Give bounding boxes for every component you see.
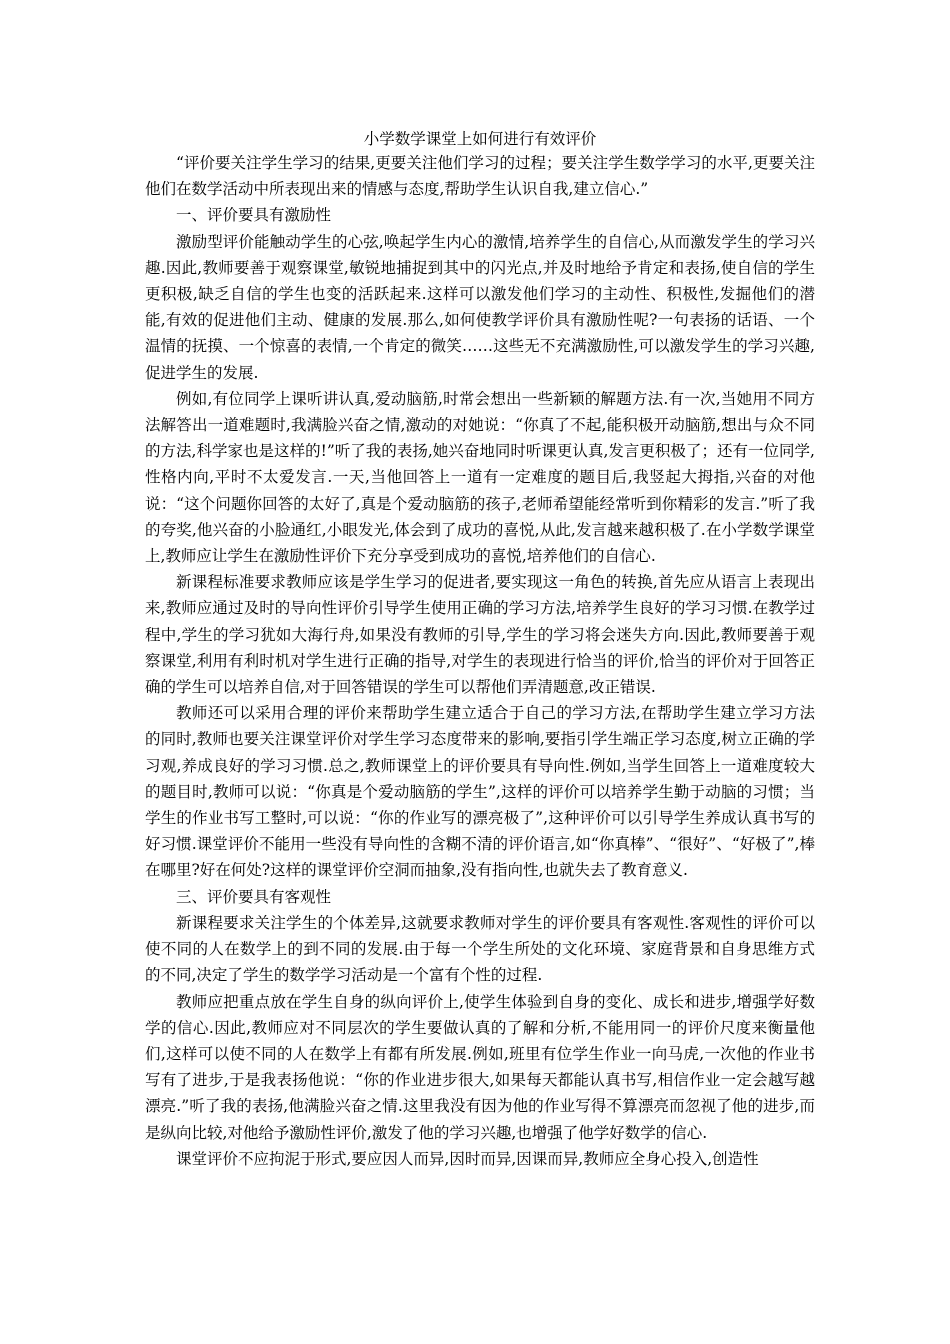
paragraph: 教师应把重点放在学生自身的纵向评价上,使学生体验到自身的变化、成长和进步,增强学好数学的信心.因此,教师应对不同层次的学生要做认真的了解和分析,不能用同一的评价尺度来衡量他们,这样可以使不同的人在数学上有都有所发展.例如,班里有位学生作业一向马虎,一次他的作业书写有了进步,于是我表扬他说：“你的作业进步很大,如果每天都能认真书写,相信作业一定会越写越漂亮.”听了我的表扬,他满脸兴奋之情.这里我没有因为他的作业写得不算漂亮而忽视了他的进步,而是纵向比较,对他给予激励性评价,激发了他的学习兴趣,也增强了他学好数学的信心. bbox=[145, 992, 815, 1142]
document-title: 小学数学课堂上如何进行有效评价 bbox=[363, 130, 597, 148]
paragraph: 教师还可以采用合理的评价来帮助学生建立适合于自己的学习方法,在帮助学生建立学习方法的同时,教师也要关注课堂评价对学生学习态度带来的影响,要指引学生端正学习态度,树立正确的学习观,养成良好的学习习惯.总之,教师课堂上的评价要具有导向性.例如,当学生回答上一道难度较大的题目时,教师可以说：“你真是个爱动脑筋的学生”,这样的评价可以培养学生勤于动脑的习惯；当学生的作业书写工整时,可以说：“你的作业写的漂亮极了”,这种评价可以引导学生养成认真书写的好习惯.课堂评价不能用一些没有导向性的含糊不清的评价语言,如“你真棒”、“很好”、“好极了”,棒在哪里?好在何处?这样的课堂评价空洞而抽象,没有指向性,也就失去了教育意义. bbox=[145, 704, 815, 880]
paragraph: 新课程标准要求教师应该是学生学习的促进者,要实现这一角色的转换,首先应从语言上表现出来,教师应通过及时的导向性评价引导学生使用正确的学习方法,培养学生良好的学习习惯.在教学过程中,学生的学习犹如大海行舟,如果没有教师的引导,学生的学习将会迷失方向.因此,教师要善于观察课堂,利用有利时机对学生进行正确的指导,对学生的表现进行恰当的评价,恰当的评价对于回答正确的学生可以培养自信,对于回答错误的学生可以帮他们弄清题意,改正错误. bbox=[145, 573, 815, 697]
section-heading-3: 三、评价要具有客观性 bbox=[176, 887, 332, 906]
paragraph-truncated: 课堂评价不应拘泥于形式,要应因人而异,因时而异,因课而异,教师应全身心投入,创造性 bbox=[176, 1149, 759, 1168]
paragraph: 激励型评价能触动学生的心弦,唤起学生内心的激情,培养学生的自信心,从而激发学生的学习兴趣.因此,教师要善于观察课堂,敏锐地捕捉到其中的闪光点,并及时地给予肯定和表扬,使自信的学生更积极,缺乏自信的学生也变的活跃起来.这样可以激发他们学习的主动性、积极性,发掘他们的潜能,有效的促进他们主动、健康的发展.那么,如何使教学评价具有激励性呢?一句表扬的话语、一个温情的抚摸、一个惊喜的表情,一个肯定的微笑……这些无不充满激励性,可以激发学生的学习兴趣,促进学生的发展. bbox=[145, 232, 815, 382]
paragraph: 新课程要求关注学生的个体差异,这就要求教师对学生的评价要具有客观性.客观性的评价可以使不同的人在数学上的到不同的发展.由于每一个学生所处的文化环境、家庭背景和自身思维方式的不同,决定了学生的数学学习活动是一个富有个性的过程. bbox=[145, 913, 815, 985]
paragraph-quote: “评价要关注学生学习的结果,更要关注他们学习的过程；要关注学生数学学习的水平,更要关注他们在数学活动中所表现出来的情感与态度,帮助学生认识自我,建立信心.” bbox=[145, 154, 815, 199]
paragraph: 例如,有位同学上课听讲认真,爱动脑筋,时常会想出一些新颖的解题方法.有一次,当她用不同方法解答出一道难题时,我满脸兴奋之情,激动的对她说：“你真了不起,能积极开动脑筋,想出与众不同的方法,科学家也是这样的!”听了我的表扬,她兴奋地同时听课更认真,发言更积极了；还有一位同学,性格内向,平时不太爱发言.一天,当他回答上一道有一定难度的题目后,我竖起大拇指,兴奋的对他说：“这个问题你回答的太好了,真是个爱动脑筋的孩子,老师希望能经常听到你精彩的发言.”听了我的夸奖,他兴奋的小脸通红,小眼发光,体会到了成功的喜悦,从此,发言越来越积极了.在小学数学课堂上,教师应让学生在激励性评价下充分享受到成功的喜悦,培养他们的自信心. bbox=[145, 389, 815, 566]
section-heading-1: 一、评价要具有激励性 bbox=[176, 206, 332, 225]
document-page bbox=[145, 128, 815, 1172]
